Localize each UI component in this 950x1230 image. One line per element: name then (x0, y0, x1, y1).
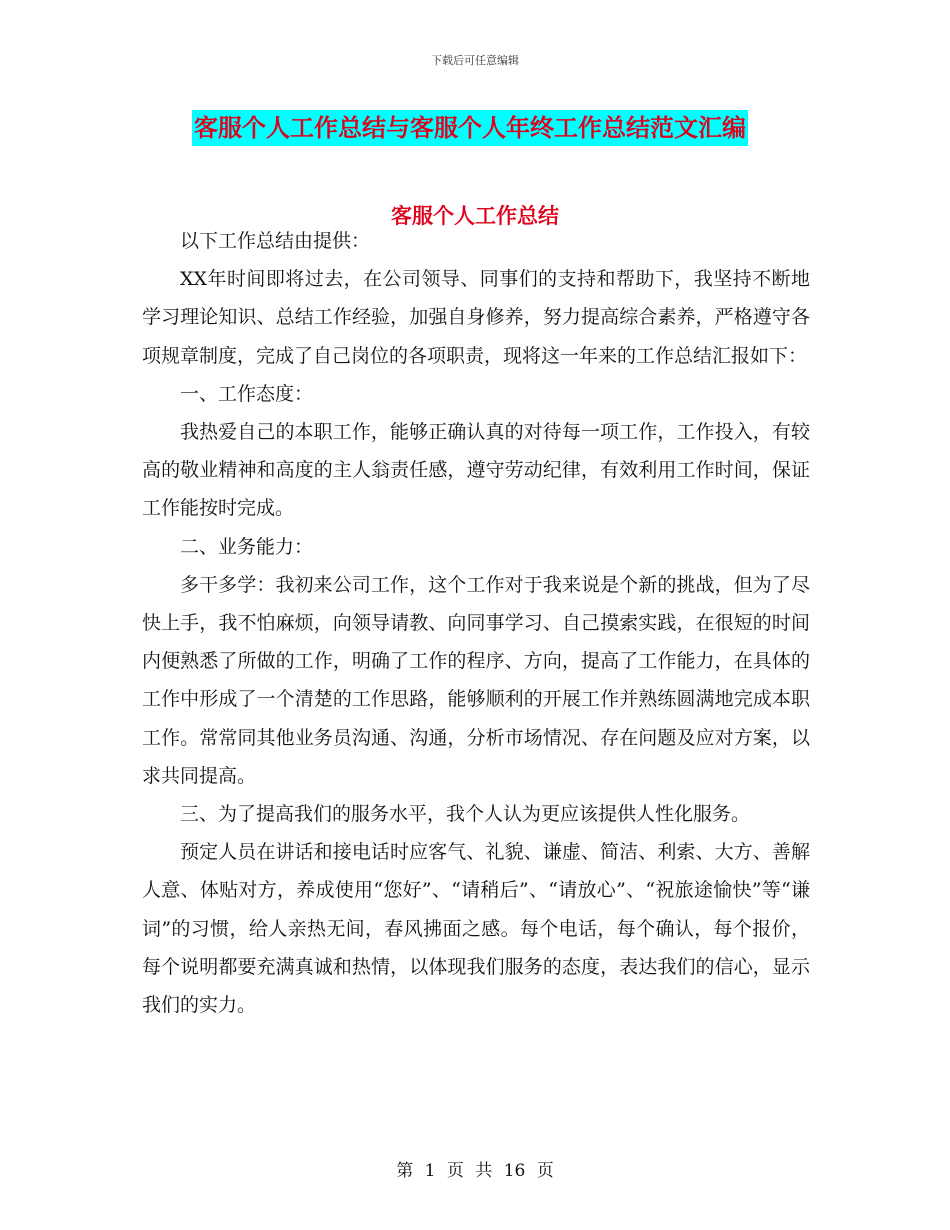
heading-service-level: 三、为了提高我们的服务水平，我个人认为更应该提供人性化服务。 (180, 803, 751, 826)
heading-work-attitude: 一、工作态度： (180, 382, 314, 405)
page-header-note: 下载后可任意编辑 (431, 54, 519, 67)
paragraph-intro: 以下工作总结由提供： (180, 230, 371, 252)
paragraph-work-attitude: 我热爱自己的本职工作，能够正确认真的对待每一项工作，工作投入，有较高的敬业精神和高度的主人翁责任感，遵守劳动纪律，有效利用工作时间，保证工作能按时完成。 (142, 421, 810, 520)
paragraph-opening: XX年时间即将过去，在公司领导、同事们的支持和帮助下，我坚持不断地学习理论知识、总结工作经验，加强自身修养，努力提高综合素养，严格遵守各项规章制度，完成了自己岗位的各项职责，现将这一年来的工作总结汇报如下： (142, 268, 810, 367)
heading-business-ability: 二、业务能力： (180, 535, 314, 558)
section-title: 客服个人工作总结 (391, 204, 559, 228)
paragraph-service-etiquette: 预定人员在讲话和接电话时应客气、礼貌、谦虚、简洁、利索、大方、善解人意、体贴对方，养成使用“您好”、“请稍后”、“请放心”、“祝旅途愉快”等“谦词”的习惯，给人亲热无间，春风拂面之感。每个电话，每个确认，每个报价，每个说明都要充满真诚和热情，以体现我们服务的态度，表达我们的信心，显示我们的实力。 (142, 841, 810, 1017)
document-main-title: 客服个人工作总结与客服个人年终工作总结范文汇编 (192, 110, 748, 146)
document-body (142, 222, 810, 1024)
page-number-footer: 第 1 页 共 16 页 (396, 1161, 554, 1181)
paragraph-business-ability: 多干多学：我初来公司工作，这个工作对于我来说是个新的挑战，但为了尽快上手，我不怕麻烦，向领导请教、向同事学习、自己摸索实践，在很短的时间内便熟悉了所做的工作，明确了工作的程序、方向，提高了工作能力，在具体的工作中形成了一个清楚的工作思路，能够顺利的开展工作并熟练圆满地完成本职工作。常常同其他业务员沟通、沟通，分析市场情况、存在问题及应对方案，以求共同提高。 (142, 573, 810, 787)
